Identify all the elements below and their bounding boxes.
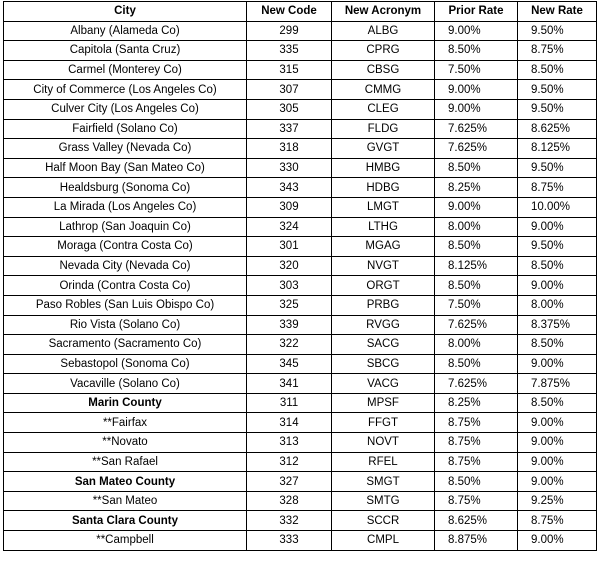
cell-new-code: 337 bbox=[247, 119, 332, 139]
cell-city: Sacramento (Sacramento Co) bbox=[4, 335, 247, 355]
cell-new-code: 318 bbox=[247, 139, 332, 159]
table-row bbox=[4, 99, 597, 119]
cell-new-acronym: NVGT bbox=[332, 256, 435, 276]
cell-new-acronym: HDBG bbox=[332, 178, 435, 198]
cell-prior-rate: 8.75% bbox=[435, 433, 518, 453]
cell-new-acronym: ALBG bbox=[332, 21, 435, 41]
table-row bbox=[4, 60, 597, 80]
cell-city: **Campbell bbox=[4, 531, 247, 551]
cell-new-acronym: NOVT bbox=[332, 433, 435, 453]
cell-city: Paso Robles (San Luis Obispo Co) bbox=[4, 295, 247, 315]
cell-city: La Mirada (Los Angeles Co) bbox=[4, 197, 247, 217]
cell-new-acronym: LMGT bbox=[332, 197, 435, 217]
cell-city: Rio Vista (Solano Co) bbox=[4, 315, 247, 335]
cell-city: Capitola (Santa Cruz) bbox=[4, 41, 247, 61]
cell-city: Carmel (Monterey Co) bbox=[4, 60, 247, 80]
cell-new-rate: 8.75% bbox=[518, 511, 597, 531]
cell-new-rate: 8.75% bbox=[518, 41, 597, 61]
cell-new-rate: 9.50% bbox=[518, 237, 597, 257]
cell-city: Marin County bbox=[4, 393, 247, 413]
table-row bbox=[4, 335, 597, 355]
table-body bbox=[4, 21, 597, 550]
cell-city: San Mateo County bbox=[4, 472, 247, 492]
cell-new-code: 309 bbox=[247, 197, 332, 217]
cell-city: Sebastopol (Sonoma Co) bbox=[4, 354, 247, 374]
cell-new-code: 335 bbox=[247, 41, 332, 61]
cell-city: **Fairfax bbox=[4, 413, 247, 433]
cell-prior-rate: 9.00% bbox=[435, 99, 518, 119]
cell-city: Culver City (Los Angeles Co) bbox=[4, 99, 247, 119]
table-row bbox=[4, 393, 597, 413]
table-row bbox=[4, 276, 597, 296]
cell-new-acronym: FLDG bbox=[332, 119, 435, 139]
cell-new-acronym: VACG bbox=[332, 374, 435, 394]
cell-city: **San Rafael bbox=[4, 452, 247, 472]
cell-prior-rate: 7.625% bbox=[435, 139, 518, 159]
cell-prior-rate: 8.125% bbox=[435, 256, 518, 276]
cell-city: Nevada City (Nevada Co) bbox=[4, 256, 247, 276]
cell-prior-rate: 8.00% bbox=[435, 335, 518, 355]
cell-new-code: 345 bbox=[247, 354, 332, 374]
cell-prior-rate: 7.50% bbox=[435, 60, 518, 80]
cell-new-rate: 9.00% bbox=[518, 452, 597, 472]
table-row bbox=[4, 472, 597, 492]
header-city: City bbox=[4, 2, 247, 22]
table-row bbox=[4, 452, 597, 472]
cell-new-rate: 8.50% bbox=[518, 335, 597, 355]
cell-new-code: 324 bbox=[247, 217, 332, 237]
cell-prior-rate: 7.625% bbox=[435, 119, 518, 139]
cell-new-rate: 8.75% bbox=[518, 178, 597, 198]
table-row bbox=[4, 433, 597, 453]
cell-city: Lathrop (San Joaquin Co) bbox=[4, 217, 247, 237]
cell-new-acronym: ORGT bbox=[332, 276, 435, 296]
table-row bbox=[4, 354, 597, 374]
cell-new-code: 322 bbox=[247, 335, 332, 355]
table-row bbox=[4, 158, 597, 178]
cell-prior-rate: 8.50% bbox=[435, 41, 518, 61]
cell-city: Orinda (Contra Costa Co) bbox=[4, 276, 247, 296]
cell-new-rate: 8.50% bbox=[518, 60, 597, 80]
cell-new-rate: 9.25% bbox=[518, 491, 597, 511]
cell-new-code: 343 bbox=[247, 178, 332, 198]
cell-new-acronym: GVGT bbox=[332, 139, 435, 159]
cell-city: Albany (Alameda Co) bbox=[4, 21, 247, 41]
cell-prior-rate: 9.00% bbox=[435, 21, 518, 41]
cell-new-rate: 9.00% bbox=[518, 276, 597, 296]
table-row bbox=[4, 41, 597, 61]
cell-new-rate: 9.50% bbox=[518, 21, 597, 41]
cell-new-code: 315 bbox=[247, 60, 332, 80]
cell-new-rate: 8.50% bbox=[518, 393, 597, 413]
cell-prior-rate: 8.625% bbox=[435, 511, 518, 531]
cell-new-code: 320 bbox=[247, 256, 332, 276]
cell-new-rate: 9.00% bbox=[518, 433, 597, 453]
table-row bbox=[4, 413, 597, 433]
cell-new-acronym: HMBG bbox=[332, 158, 435, 178]
cell-new-acronym: SCCR bbox=[332, 511, 435, 531]
cell-prior-rate: 8.75% bbox=[435, 413, 518, 433]
cell-prior-rate: 8.75% bbox=[435, 491, 518, 511]
cell-prior-rate: 7.625% bbox=[435, 374, 518, 394]
cell-city: Moraga (Contra Costa Co) bbox=[4, 237, 247, 257]
cell-new-code: 312 bbox=[247, 452, 332, 472]
cell-new-rate: 9.00% bbox=[518, 354, 597, 374]
table-row bbox=[4, 197, 597, 217]
cell-new-code: 299 bbox=[247, 21, 332, 41]
cell-city: Healdsburg (Sonoma Co) bbox=[4, 178, 247, 198]
cell-prior-rate: 9.00% bbox=[435, 197, 518, 217]
cell-new-rate: 8.50% bbox=[518, 256, 597, 276]
cell-prior-rate: 8.50% bbox=[435, 472, 518, 492]
cell-prior-rate: 8.00% bbox=[435, 217, 518, 237]
cell-new-acronym: SACG bbox=[332, 335, 435, 355]
cell-prior-rate: 7.50% bbox=[435, 295, 518, 315]
cell-new-rate: 8.00% bbox=[518, 295, 597, 315]
cell-new-acronym: CBSG bbox=[332, 60, 435, 80]
table-row bbox=[4, 217, 597, 237]
table-row bbox=[4, 80, 597, 100]
cell-new-acronym: SBCG bbox=[332, 354, 435, 374]
cell-new-code: 339 bbox=[247, 315, 332, 335]
cell-new-rate: 10.00% bbox=[518, 197, 597, 217]
table-row bbox=[4, 374, 597, 394]
cell-new-acronym: CMMG bbox=[332, 80, 435, 100]
cell-new-code: 305 bbox=[247, 99, 332, 119]
cell-new-code: 314 bbox=[247, 413, 332, 433]
header-row bbox=[4, 2, 597, 22]
cell-new-code: 341 bbox=[247, 374, 332, 394]
tax-rate-table bbox=[3, 1, 597, 551]
cell-new-rate: 9.50% bbox=[518, 158, 597, 178]
table-row bbox=[4, 178, 597, 198]
cell-prior-rate: 8.75% bbox=[435, 452, 518, 472]
cell-new-acronym: MPSF bbox=[332, 393, 435, 413]
table-row bbox=[4, 21, 597, 41]
table-row bbox=[4, 119, 597, 139]
header-new-code: New Code bbox=[247, 2, 332, 22]
cell-new-code: 303 bbox=[247, 276, 332, 296]
header-prior-rate: Prior Rate bbox=[435, 2, 518, 22]
cell-new-rate: 9.00% bbox=[518, 413, 597, 433]
cell-new-code: 327 bbox=[247, 472, 332, 492]
cell-new-acronym: CMPL bbox=[332, 531, 435, 551]
cell-prior-rate: 8.25% bbox=[435, 393, 518, 413]
cell-new-rate: 8.625% bbox=[518, 119, 597, 139]
table-row bbox=[4, 315, 597, 335]
cell-new-code: 307 bbox=[247, 80, 332, 100]
cell-new-acronym: CPRG bbox=[332, 41, 435, 61]
cell-new-code: 301 bbox=[247, 237, 332, 257]
table-row bbox=[4, 511, 597, 531]
table-row bbox=[4, 256, 597, 276]
cell-prior-rate: 9.00% bbox=[435, 80, 518, 100]
cell-city: Grass Valley (Nevada Co) bbox=[4, 139, 247, 159]
cell-new-code: 313 bbox=[247, 433, 332, 453]
cell-new-rate: 9.00% bbox=[518, 531, 597, 551]
cell-city: Santa Clara County bbox=[4, 511, 247, 531]
cell-prior-rate: 8.50% bbox=[435, 354, 518, 374]
cell-city: Half Moon Bay (San Mateo Co) bbox=[4, 158, 247, 178]
cell-new-code: 328 bbox=[247, 491, 332, 511]
cell-new-acronym: RFEL bbox=[332, 452, 435, 472]
cell-prior-rate: 8.50% bbox=[435, 237, 518, 257]
cell-new-rate: 9.00% bbox=[518, 472, 597, 492]
cell-city: Vacaville (Solano Co) bbox=[4, 374, 247, 394]
cell-prior-rate: 8.25% bbox=[435, 178, 518, 198]
cell-new-rate: 8.125% bbox=[518, 139, 597, 159]
cell-new-rate: 7.875% bbox=[518, 374, 597, 394]
cell-prior-rate: 8.50% bbox=[435, 158, 518, 178]
cell-new-acronym: SMTG bbox=[332, 491, 435, 511]
cell-prior-rate: 8.50% bbox=[435, 276, 518, 296]
table-row bbox=[4, 491, 597, 511]
cell-new-acronym: MGAG bbox=[332, 237, 435, 257]
table-row bbox=[4, 139, 597, 159]
cell-new-code: 333 bbox=[247, 531, 332, 551]
table-row bbox=[4, 295, 597, 315]
cell-new-acronym: PRBG bbox=[332, 295, 435, 315]
header-new-acronym: New Acronym bbox=[332, 2, 435, 22]
cell-new-code: 332 bbox=[247, 511, 332, 531]
cell-new-rate: 9.00% bbox=[518, 217, 597, 237]
cell-new-acronym: LTHG bbox=[332, 217, 435, 237]
cell-prior-rate: 7.625% bbox=[435, 315, 518, 335]
cell-prior-rate: 8.875% bbox=[435, 531, 518, 551]
cell-new-acronym: SMGT bbox=[332, 472, 435, 492]
table-row bbox=[4, 237, 597, 257]
cell-city: City of Commerce (Los Angeles Co) bbox=[4, 80, 247, 100]
cell-new-acronym: CLEG bbox=[332, 99, 435, 119]
cell-new-acronym: RVGG bbox=[332, 315, 435, 335]
cell-new-code: 311 bbox=[247, 393, 332, 413]
cell-new-rate: 8.375% bbox=[518, 315, 597, 335]
cell-new-rate: 9.50% bbox=[518, 80, 597, 100]
cell-city: **Novato bbox=[4, 433, 247, 453]
table-row bbox=[4, 531, 597, 551]
cell-city: **San Mateo bbox=[4, 491, 247, 511]
cell-new-code: 330 bbox=[247, 158, 332, 178]
header-new-rate: New Rate bbox=[518, 2, 597, 22]
cell-new-code: 325 bbox=[247, 295, 332, 315]
cell-new-acronym: FFGT bbox=[332, 413, 435, 433]
cell-new-rate: 9.50% bbox=[518, 99, 597, 119]
cell-city: Fairfield (Solano Co) bbox=[4, 119, 247, 139]
